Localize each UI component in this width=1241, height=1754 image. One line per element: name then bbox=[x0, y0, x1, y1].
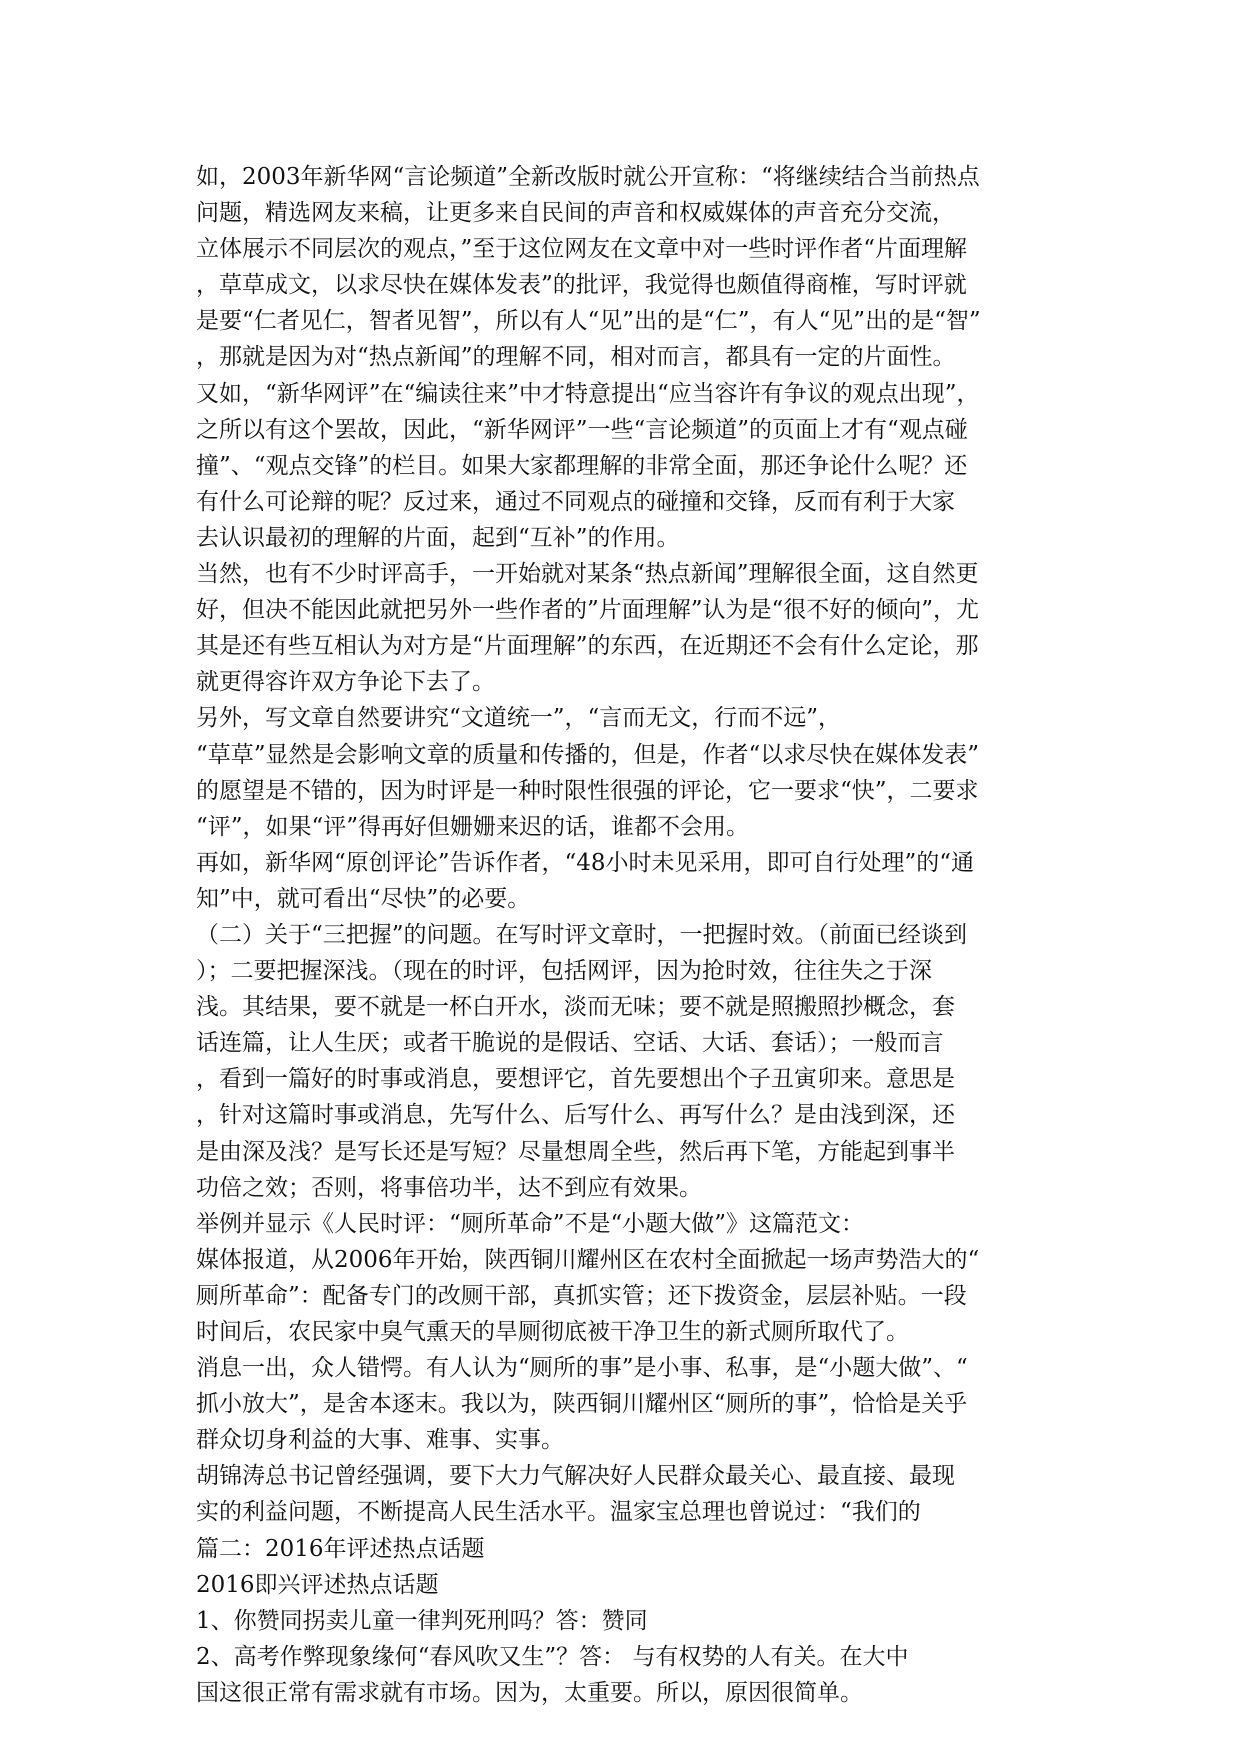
text-line: 另外，写文章自然要讲究“文道统一”，“言而无文，行而不远”， bbox=[196, 705, 842, 732]
text-line: 篇二：2016年评述热点话题 bbox=[196, 1535, 485, 1562]
text-line: 就更得容许双方争论下去了。 bbox=[196, 669, 495, 696]
text-line: 当然，也有不少时评高手，一开始就对某条“热点新闻”理解很全面，这自然更 bbox=[196, 561, 979, 588]
text-line: 举例并显示《人民时评：“厕所革命”不是“小题大做”》这篇范文： bbox=[196, 1210, 865, 1237]
text-line: 是要“仁者见仁，智者见智”，所以有人“见”出的是“仁”，有人“见”出的是“智” bbox=[196, 308, 981, 335]
text-line: 好，但决不能因此就把另外一些作者的”片面理解”认为是“很不好的倾向”，尤 bbox=[196, 597, 980, 624]
text-line: 厕所革命”：配备专门的改厕干部，真抓实管；还下拨资金，层层补贴。一段 bbox=[196, 1282, 967, 1309]
text-line: “草草”显然是会影响文章的质量和传播的，但是，作者“以求尽快在媒体发表” bbox=[196, 741, 980, 768]
text-line: 再如，新华网“原创评论”告诉作者，“48小时未见采用，即可自行处理”的“通 bbox=[196, 849, 975, 876]
text-line: 胡锦涛总书记曾经强调，要下大力气解决好人民群众最关心、最直接、最现 bbox=[196, 1463, 955, 1490]
text-line: ，针对这篇时事或消息，先写什么、后写什么、再写什么？是由浅到深，还 bbox=[196, 1102, 955, 1129]
text-line: 撞”、“观点交锋”的栏目。如果大家都理解的非常全面，那还争论什么呢？还 bbox=[196, 452, 968, 479]
text-line: 时间后，农民家中臭气熏天的旱厕彻底被干净卫生的新式厕所取代了。 bbox=[196, 1319, 909, 1345]
text-line: 立体展示不同层次的观点，”至于这位网友在文章中对一些时评作者“片面理解 bbox=[196, 236, 968, 263]
text-line: 其是还有些互相认为对方是“片面理解”的东西，在近期还不会有什么定论，那 bbox=[196, 633, 979, 660]
text-line: 2、高考作弊现象缘何“春风吹又生”？答： 与有权势的人有关。在大中 bbox=[196, 1643, 909, 1670]
text-line: ，那就是因为对“热点新闻”的理解不同，相对而言，都具有一定的片面性。 bbox=[196, 344, 956, 371]
body-text bbox=[196, 159, 1056, 1711]
text-line: 2016即兴评述热点话题 bbox=[196, 1571, 439, 1598]
text-line: 1、你赞同拐卖儿童一律判死刑吗？答：赞同 bbox=[196, 1607, 648, 1634]
text-line: 国这很正常有需求就有市场。因为，太重要。所以，原因很简单。 bbox=[196, 1679, 863, 1706]
text-line: ，看到一篇好的时事或消息，要想评它，首先要想出个子丑寅卯来。意思是 bbox=[196, 1066, 955, 1093]
text-line: “评”，如果“评”得再好但姗姗来迟的话，谁都不会用。 bbox=[196, 813, 750, 840]
text-line: 话连篇，让人生厌；或者干脆说的是假话、空话、大话、套话）；一般而言 bbox=[196, 1030, 944, 1057]
text-line: 是由深及浅？是写长还是写短？尽量想周全些，然后再下笔，方能起到事半 bbox=[196, 1138, 955, 1165]
text-line: 群众切身利益的大事、难事、实事。 bbox=[196, 1427, 564, 1454]
text-line: 功倍之效；否则，将事倍功半，达不到应有效果。 bbox=[196, 1174, 702, 1201]
text-line: ）；二要把握深浅。（现在的时评，包括网评，因为抢时效，往往失之于深 bbox=[196, 958, 932, 985]
text-line: （二）关于“三把握”的问题。在写时评文章时，一把握时效。（前面已经谈到 bbox=[196, 921, 968, 948]
text-line: 知”中，就可看出“尽快”的必要。 bbox=[196, 885, 531, 912]
text-line: 抓小放大”，是舍本逐末。我以为，陕西铜川耀州区“厕所的事”，恰恰是关乎 bbox=[196, 1391, 968, 1418]
text-line: 又如，“新华网评”在“编读往来”中才特意提出“应当容许有争议的观点出现”， bbox=[196, 380, 980, 407]
text-line: 如，2003年新华网“言论频道”全新改版时就公开宣称：“将继续结合当前热点 bbox=[196, 164, 980, 190]
text-line: 的愿望是不错的，因为时评是一种时限性很强的评论，它一要求“快”，二要求 bbox=[196, 777, 979, 804]
text-line: 去认识最初的理解的片面，起到“互补”的作用。 bbox=[196, 524, 680, 551]
text-line: 有什么可论辩的呢？反过来，通过不同观点的碰撞和交锋，反而有利于大家 bbox=[196, 488, 955, 515]
text-line: 问题，精选网友来稿，让更多来自民间的声音和权威媒体的声音充分交流， bbox=[196, 200, 955, 227]
text-line: 媒体报道，从2006年开始，陕西铜川耀州区在农村全面掀起一场声势浩大的“ bbox=[196, 1246, 980, 1273]
text-line: 之所以有这个罢故，因此，“新华网评”一些“言论频道”的页面上才有“观点碰 bbox=[196, 416, 968, 443]
text-line: ，草草成文，以求尽快在媒体发表”的批评，我觉得也颇值得商榷，写时评就 bbox=[196, 272, 967, 299]
text-line: 浅。其结果，要不就是一杯白开水，淡而无味；要不就是照搬照抄概念，套 bbox=[196, 994, 955, 1021]
text-line: 实的利益问题，不断提高人民生活水平。温家宝总理也曾说过：“我们的 bbox=[196, 1499, 921, 1526]
text-line: 消息一出，众人错愕。有人认为“厕所的事”是小事、私事，是“小题大做”、“ bbox=[196, 1355, 968, 1382]
